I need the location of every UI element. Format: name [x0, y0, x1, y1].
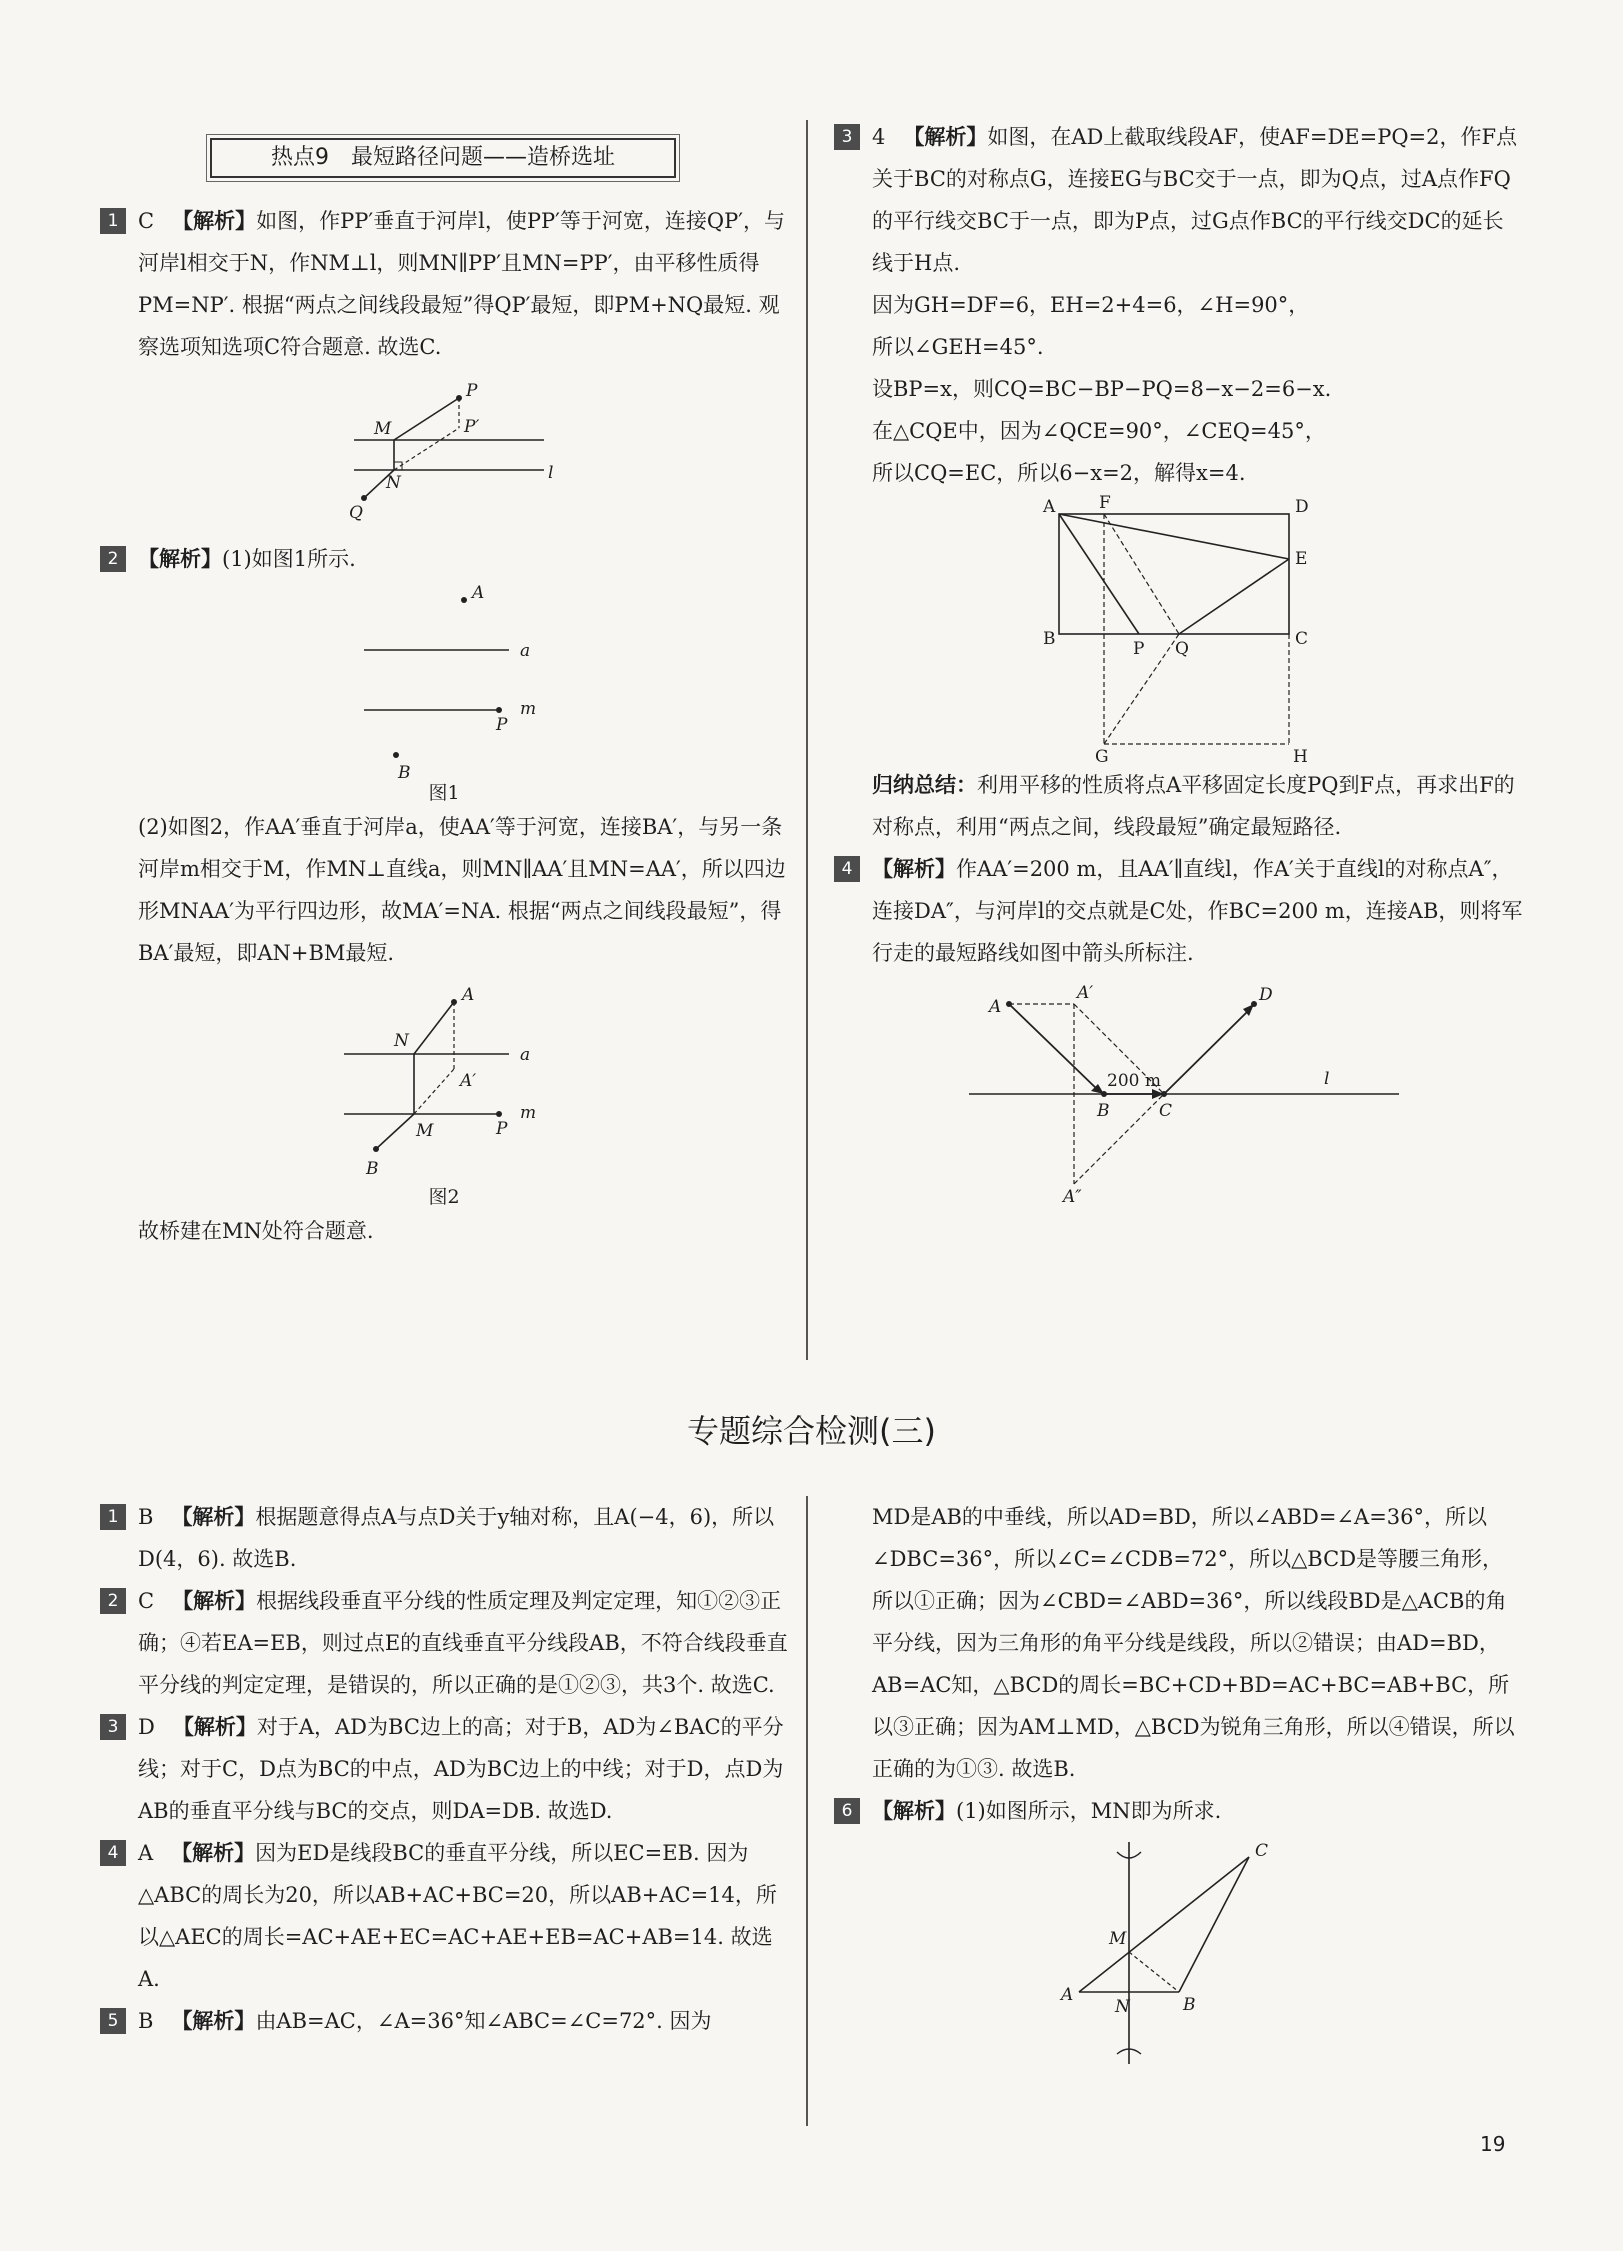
fig-label-A-prime: A′	[460, 1071, 477, 1091]
answer-item-4	[834, 848, 1524, 974]
fig-label-C: C	[1255, 1841, 1269, 1861]
answer-item-2	[100, 1580, 788, 1706]
analysis-tag: 【解析】	[872, 1799, 956, 1823]
right-column-bottom	[834, 1496, 1524, 2072]
summary-text: 利用平移的性质将点A平移固定长度PQ到F点，再求出F的对称点，利用“两点之间，线段最短”确定最短路径.	[872, 773, 1515, 839]
column-divider-top	[806, 120, 808, 1360]
answer-choice: B	[138, 2009, 154, 2033]
answer-text: (1)如图所示，MN即为所求.	[956, 1799, 1222, 1823]
answer-text: 根据题意得点A与点D关于y轴对称，且A(−4，6)，所以D(4，6). 故选B.	[138, 1505, 775, 1571]
answer-line: 设BP=x，则CQ=BC−BP−PQ=8−x−2=6−x.	[872, 377, 1332, 401]
answer-item-3	[834, 116, 1524, 284]
answer-text: 作AA′=200 m，且AA′∥直线l，作A′关于直线l的对称点A″，连接DA″，与河岸l的交点就是C处，作BC=200 m，连接AB，则将军行走的最短路线如图中箭头所标注.	[872, 857, 1523, 965]
answer-item-1	[100, 1496, 788, 1580]
answer-item-2	[100, 538, 788, 580]
analysis-tag: 【解析】	[172, 1715, 257, 1739]
answer-item-6	[834, 1790, 1524, 1832]
fig-label-B: B	[1043, 629, 1056, 649]
right-column-top	[834, 116, 1524, 1214]
analysis-tag: 【解析】	[171, 2009, 256, 2033]
fig-label-a: a	[520, 1045, 531, 1065]
analysis-tag: 【解析】	[172, 1589, 257, 1613]
question-number-badge: 3	[100, 1714, 126, 1740]
analysis-tag: 【解析】	[138, 547, 222, 571]
fig-label-B: B	[398, 763, 411, 780]
answer-choice: C	[138, 1589, 155, 1613]
fig-label-l: l	[548, 463, 554, 483]
fig-label-P: P	[466, 381, 478, 401]
fig-label-P: P	[1133, 639, 1145, 659]
fig-label-N: N	[394, 1031, 409, 1051]
fig-label-H: H	[1293, 747, 1308, 764]
fig-label-l: l	[1324, 1069, 1330, 1089]
fig-label-M: M	[374, 419, 392, 439]
fig-label-D: D	[1259, 985, 1273, 1005]
column-divider-bottom	[806, 1496, 808, 2126]
figure-2-river	[314, 974, 574, 1184]
answer-line: 所以CQ=EC，所以6−x=2，解得x=4.	[872, 461, 1246, 485]
answer-text: 由AB=AC，∠A=36°知∠ABC=∠C=72°. 因为	[255, 2009, 712, 2033]
question-number-badge: 2	[100, 546, 126, 572]
question-number-badge: 1	[100, 208, 126, 234]
answer-line: 所以∠GEH=45°.	[872, 335, 1044, 359]
fig-label-A: A	[472, 583, 485, 603]
fig-label-A: A	[1043, 497, 1056, 517]
answer-item-3	[100, 1706, 788, 1832]
fig-label-A: A	[1061, 1985, 1074, 2005]
answer-choice: D	[138, 1715, 155, 1739]
fig-label-N: N	[1115, 1997, 1130, 2017]
answer-choice: B	[138, 1505, 154, 1529]
answer-choice: A	[138, 1841, 154, 1865]
question-number-badge: 4	[100, 1840, 126, 1866]
answer-item-1	[100, 200, 788, 368]
fig-label-D: D	[1295, 497, 1309, 517]
summary-label: 归纳总结：	[872, 773, 977, 797]
fig-label-m: m	[520, 1103, 537, 1123]
fig-label-A-prime: A′	[1077, 983, 1094, 1003]
figure-rectangle-q3	[1019, 494, 1339, 764]
fig-label-B: B	[1097, 1101, 1110, 1121]
fig-label-C: C	[1295, 629, 1309, 649]
figure-perpendicular-bisector-q6	[1029, 1832, 1329, 2072]
figure-1-caption: 图1	[428, 782, 460, 804]
answer-text: 因为ED是线段BC的垂直平分线，所以EC=EB. 因为△ABC的周长为20，所以AB+AC+BC=20，所以AB+AC=14，所以△AEC的周长=AC+AE+EC=AC+AE+EB=AC+AB=14. 故选A.	[138, 1841, 777, 1991]
answer-line: 在△CQE中，因为∠QCE=90°，∠CEQ=45°，	[872, 419, 1326, 443]
answer-text: 如图，在AD上截取线段AF，使AF=DE=PQ=2，作F点关于BC的对称点G，连接EG与BC交于一点，即为Q点，过A点作FQ的平行线交BC于一点，即为P点，过G点作BC的平行线交DC的延长线于H点.	[872, 125, 1518, 275]
analysis-tag: 【解析】	[172, 209, 257, 233]
answer-text: 如图，作PP′垂直于河岸l，使PP′等于河宽，连接QP′，与河岸l相交于N，作NM⊥l，则MN∥PP′且MN=PP′，由平移性质得PM=NP′. 根据“两点之间线段最短”得QP′最短，即PM+NQ最短. 观察选项知选项C符合题意. 故选C.	[138, 209, 785, 359]
fig-label-B: B	[366, 1159, 379, 1179]
fig-label-A-double-prime: A″	[1063, 1187, 1082, 1207]
fig-label-P-prime: P′	[464, 417, 480, 437]
fig-label-M: M	[1109, 1929, 1127, 1949]
answer-text-q2-part2: (2)如图2，作AA′垂直于河岸a，使AA′等于河宽，连接BA′，与另一条河岸m相交于M，作MN⊥直线a，则MN∥AA′且MN=AA′，所以四边形MNAA′为平行四边形，故MA′=NA. 根据“两点之间线段最短”，得BA′最短，即AN+BM最短.	[138, 815, 786, 965]
fig-label-E: E	[1295, 549, 1308, 569]
fig-label-200m: 200 m	[1107, 1071, 1161, 1091]
left-column-bottom	[100, 1496, 788, 2042]
figure-general-route-q4	[939, 974, 1419, 1214]
fig-label-A: A	[462, 985, 475, 1005]
fig-label-A: A	[989, 997, 1002, 1017]
analysis-tag: 【解析】	[171, 1505, 256, 1529]
fig-label-m: m	[520, 699, 537, 719]
fig-label-a: a	[520, 641, 531, 661]
answer-line: 因为GH=DF=6，EH=2+4=6，∠H=90°，	[872, 293, 1310, 317]
section-title: 专题综合检测(三)	[687, 1412, 936, 1450]
analysis-tag: 【解析】	[903, 125, 988, 149]
fig-label-P: P	[496, 1119, 508, 1139]
fig-label-N: N	[386, 473, 401, 493]
question-number-badge: 3	[834, 124, 860, 150]
fig-label-C: C	[1159, 1101, 1173, 1121]
left-column-top	[100, 200, 788, 1252]
page-number: 19	[1480, 2132, 1506, 2156]
fig-label-P: P	[496, 715, 508, 735]
figure-2-caption: 图2	[428, 1186, 460, 1208]
question-number-badge: 2	[100, 1588, 126, 1614]
answer-text: 对于A，AD为BC边上的高；对于B，AD为∠BAC的平分线；对于C，D点为BC的中点，AD为BC边上的中线；对于D，点D为AB的垂直平分线与BC的交点，则DA=DB. 故选D.	[138, 1715, 784, 1823]
fig-label-Q: Q	[349, 503, 363, 523]
answer-choice: C	[138, 209, 155, 233]
figure-bridge-q1	[314, 368, 574, 538]
fig-label-Q: Q	[1175, 639, 1189, 659]
answer-text: 根据线段垂直平分线的性质定理及判定定理，知①②③正确；④若EA=EB，则过点E的直线垂直平分线段AB，不符合线段垂直平分线的判定定理，是错误的，所以正确的是①②③，共3个. 故选C.	[138, 1589, 788, 1697]
answer-text: (1)如图1所示.	[222, 547, 356, 571]
question-number-badge: 4	[834, 856, 860, 882]
summary-paragraph	[834, 764, 1524, 848]
answer-text-q5-continued: MD是AB的中垂线，所以AD=BD，所以∠ABD=∠A=36°，所以∠DBC=36°，所以∠C=∠CDB=72°，所以△BCD是等腰三角形，所以①正确；因为∠CBD=∠ABD=36°，所以线段BD是△ACB的角平分线，因为三角形的角平分线是线段，所以②错误；由AD=BD，AB=AC知，△BCD的周长=BC+CD+BD=AC+BC=AB+BC，所以③正确；因为AM⊥MD，△BCD为锐角三角形，所以④错误，所以正确的为①③. 故选B.	[872, 1505, 1515, 1781]
section-header-title: 热点9 最短路径问题——造桥选址	[210, 138, 676, 178]
question-number-badge: 6	[834, 1798, 860, 1824]
analysis-tag: 【解析】	[872, 857, 956, 881]
answer-choice: 4	[872, 125, 886, 149]
fig-label-F: F	[1099, 494, 1111, 513]
question-number-badge: 1	[100, 1504, 126, 1530]
answer-item-4	[100, 1832, 788, 2000]
fig-label-G: G	[1095, 747, 1109, 764]
figure-1-river	[314, 580, 574, 780]
fig-label-M: M	[416, 1121, 434, 1141]
question-number-badge: 5	[100, 2008, 126, 2034]
answer-text-q2-conclusion: 故桥建在MN处符合题意.	[138, 1219, 374, 1243]
analysis-tag: 【解析】	[171, 1841, 256, 1865]
fig-label-B: B	[1183, 1995, 1196, 2015]
answer-item-5	[100, 2000, 788, 2042]
